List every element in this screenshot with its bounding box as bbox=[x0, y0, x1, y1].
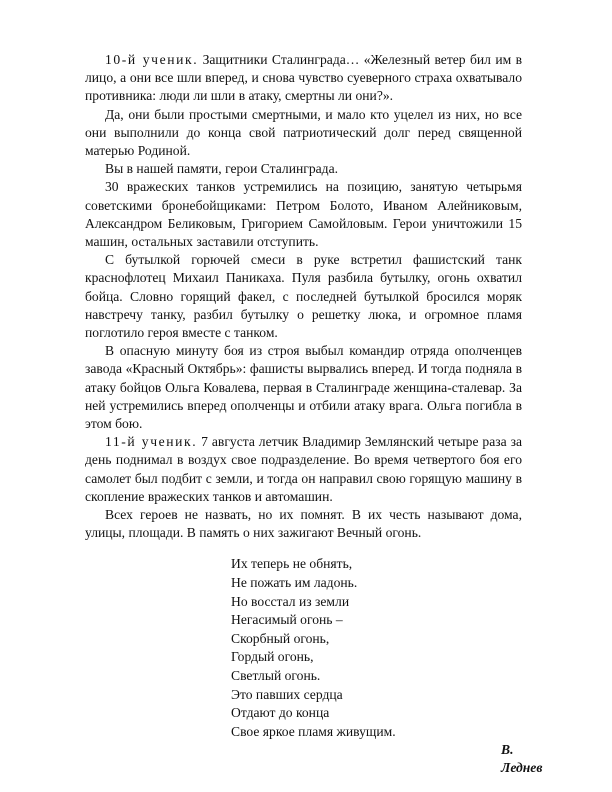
poem-line: Свое яркое пламя живущим. bbox=[231, 723, 396, 739]
paragraph-6: В опасную минуту боя из строя выбыл командир отряда ополченцев завода «Красный Октябрь»: фашисты вырвались вперед. И тогда подняла в атаку бойцов Ольга Ковалева, первая в Сталинграде женщина-сталевар. За ней устремились вперед ополченцы и отбили атаку врага. Ольга погибла в этом бою. bbox=[85, 343, 522, 432]
paragraph-text: 7 августа летчик Владимир Землянский четыре раза за день поднимал в воздух свое подразделение. Во время четвертого боя его самолет был подбит с земли, и тогда он направил свою горящую машину в скопление вражеских танков и автомашин. bbox=[85, 434, 522, 504]
poem-line: Но восстал из земли bbox=[231, 593, 350, 609]
paragraph-4: 30 вражеских танков устремились на позицию, занятую четырьмя советскими бронебойщиками: Петром Болото, Иваном Алейниковым, Александром Беликовым, Григорием Самойловым. Герои уничтожили 15 машин, остальных заставили отступить. bbox=[85, 179, 522, 250]
poem-line: Гордый огонь, bbox=[231, 649, 314, 665]
speaker-label: 10-й ученик. bbox=[105, 52, 199, 67]
paragraph-8: Всех героев не назвать, но их помнят. В их честь называют дома, улицы, площади. В память о них зажигают Вечный огонь. bbox=[85, 507, 522, 541]
speaker-label: 11-й ученик. bbox=[105, 434, 198, 450]
poem-line: Отдают до конца bbox=[231, 705, 330, 721]
paragraph-text: Защитники Сталинграда… «Железный ветер бил им в лицо, а они все шли вперед, и снова чувство суеверного страха охватывало противника: люди ли шли в атаку, смертны ли они?». bbox=[85, 52, 523, 104]
poem-line: Скорбный огонь, bbox=[231, 630, 330, 646]
poem-author: В. Леднев bbox=[501, 742, 543, 776]
poem-line: Светлый огонь. bbox=[231, 668, 321, 684]
poem-line: Негасимый огонь – bbox=[231, 612, 343, 628]
paragraph-3: Вы в нашей памяти, герои Сталинграда. bbox=[105, 161, 339, 177]
paragraph-7 bbox=[85, 433, 522, 506]
paragraph-1 bbox=[85, 51, 522, 106]
paragraph-5: С бутылкой горючей смеси в руке встретил фашистский танк краснофлотец Михаил Паникаха. Пуля разбила бутылку, огонь охватил бойца. Словно горящий факел, с последней бутылкой бросился моряк навстречу танку, разбил бутылку о решетку люка, и огромное пламя поглотило героя вместе с танком. bbox=[85, 252, 522, 341]
poem bbox=[231, 555, 543, 777]
paragraph-2: Да, они были простыми смертными, и мало кто уцелел из них, но все они выполнили до конца свой патриотический долг перед священной матерью Родиной. bbox=[85, 106, 522, 159]
poem-line: Это павших сердца bbox=[231, 686, 343, 702]
poem-line: Не пожать им ладонь. bbox=[231, 575, 358, 591]
poem-line: Их теперь не обнять, bbox=[231, 556, 353, 572]
